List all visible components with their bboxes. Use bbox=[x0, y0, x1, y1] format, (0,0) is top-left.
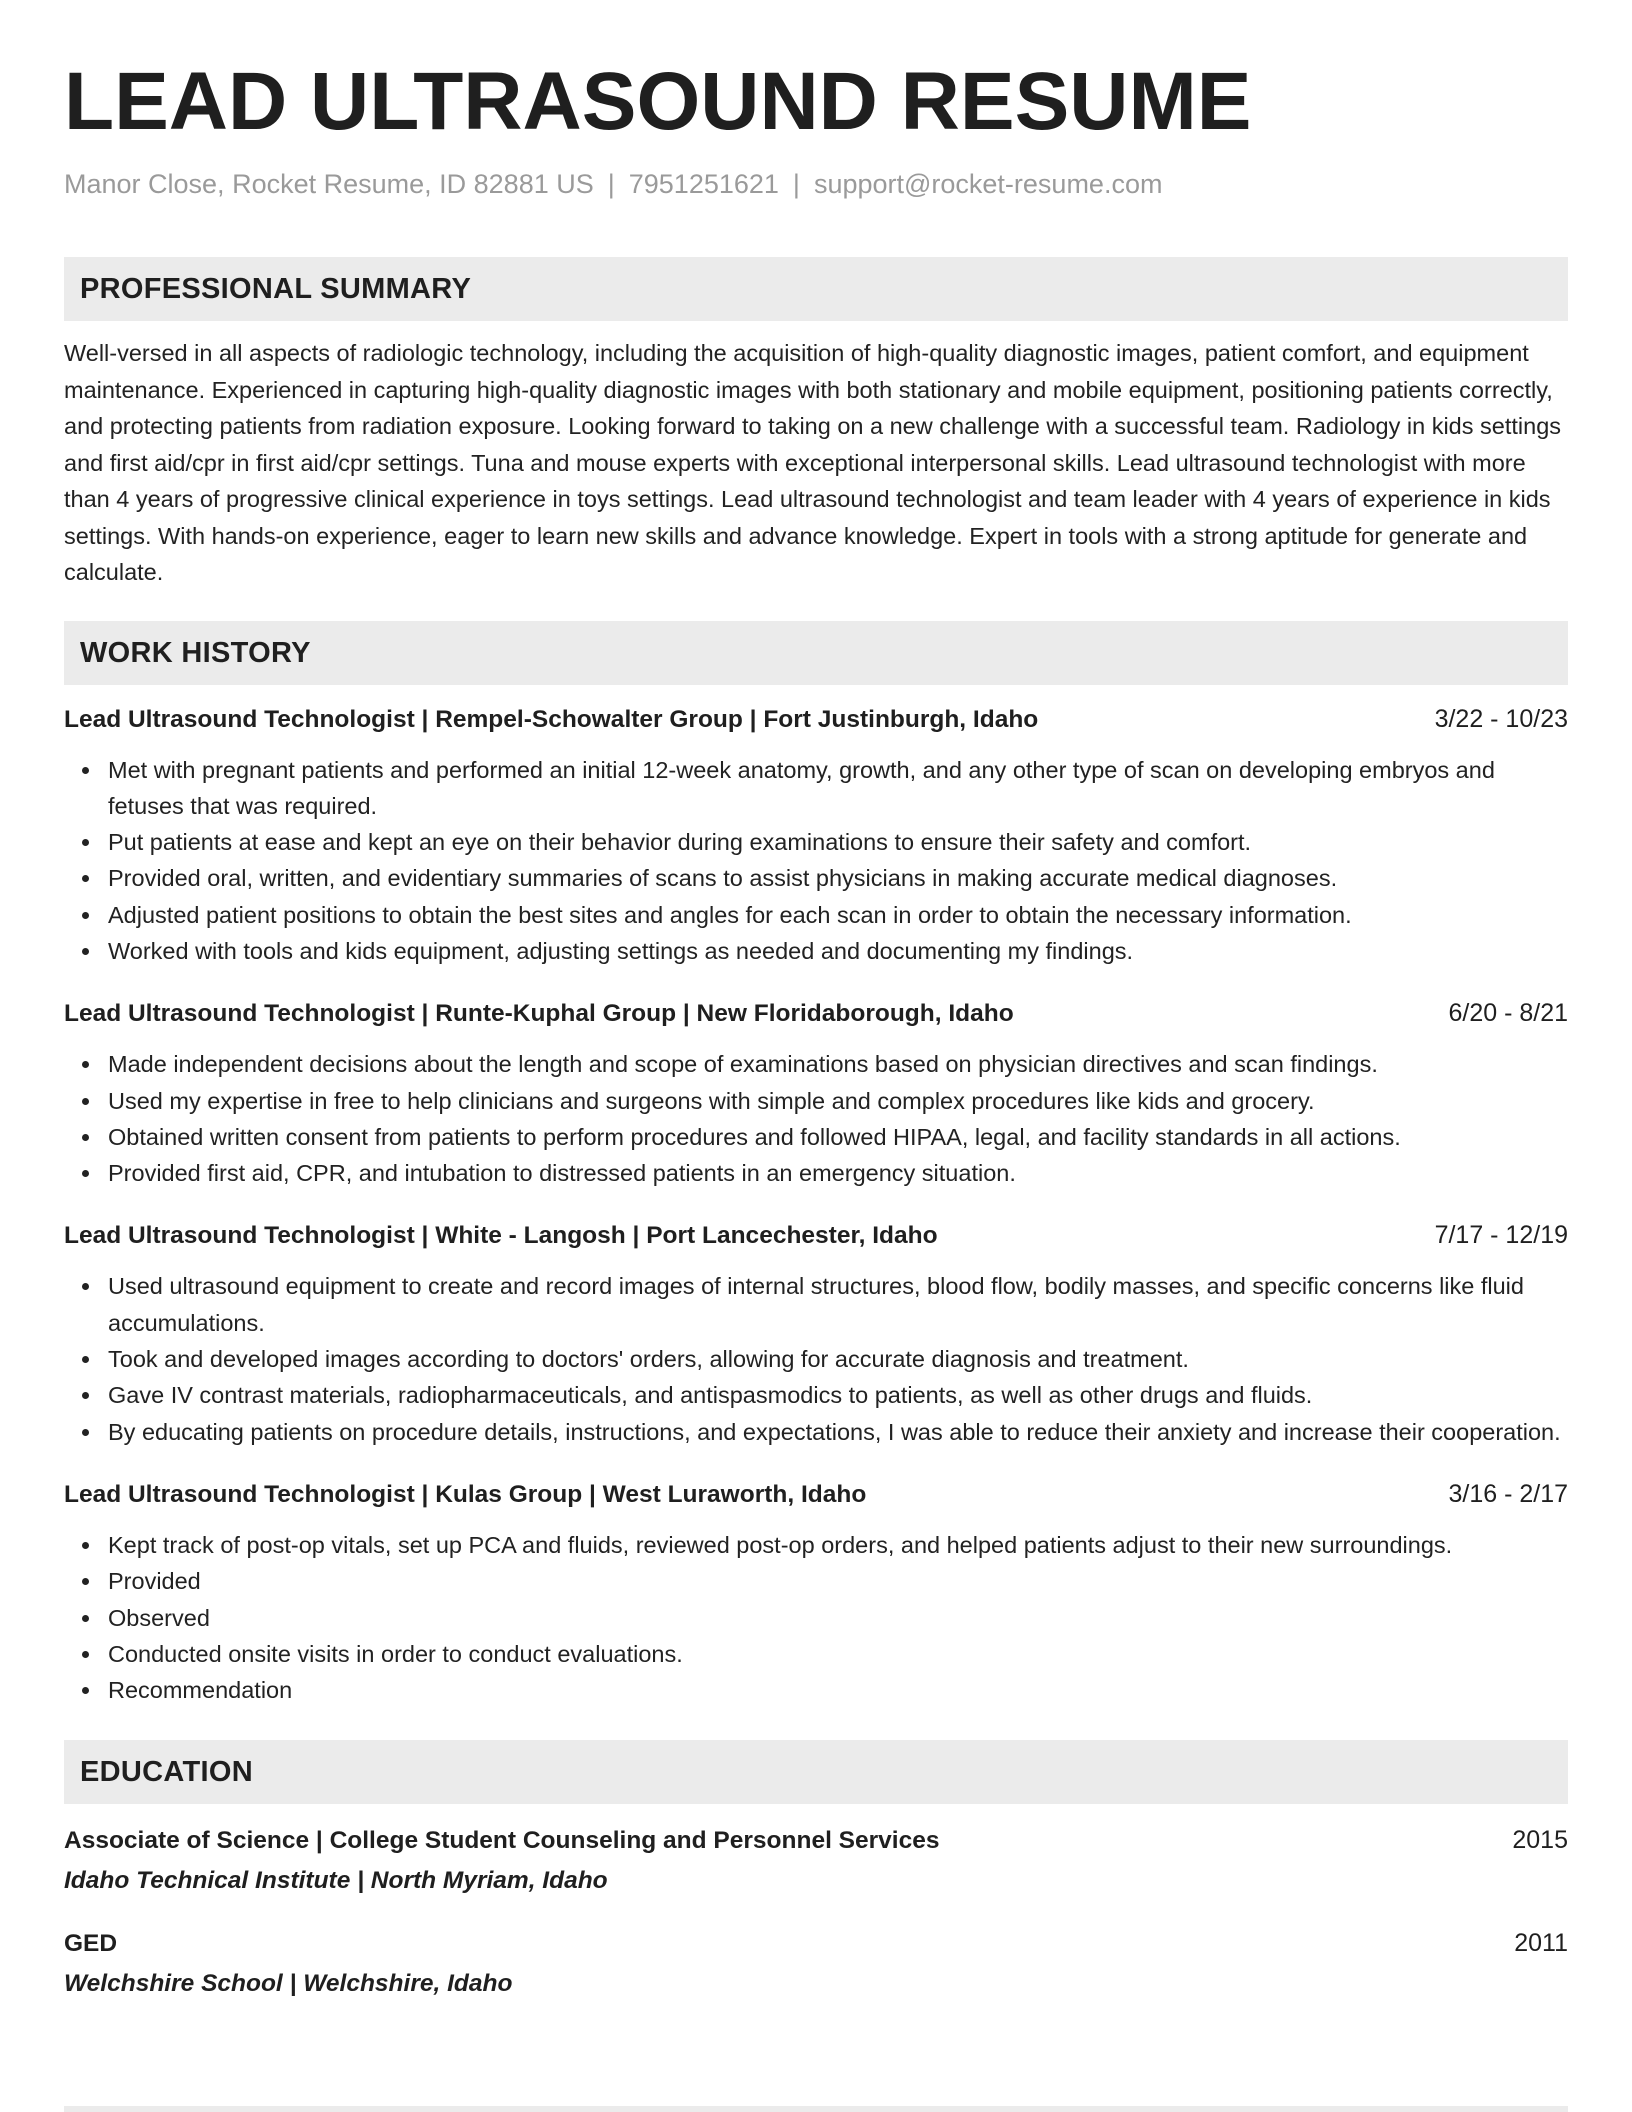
job-dates: 3/16 - 2/17 bbox=[1448, 1479, 1568, 1508]
job-bullet: Gave IV contrast materials, radiopharmaceuticals, and antispasmodics to patients, as well as other drugs and fluids. bbox=[108, 1377, 1568, 1413]
job-bullet: Recommendation bbox=[108, 1672, 1568, 1708]
education-entry bbox=[64, 1822, 1568, 1899]
job-bullet: Provided oral, written, and evidentiary summaries of scans to assist physicians in making accurate medical diagnoses. bbox=[108, 860, 1568, 896]
job-heading-row bbox=[64, 1476, 1568, 1513]
contact-email: support@rocket-resume.com bbox=[813, 169, 1163, 199]
job-entry bbox=[64, 701, 1568, 970]
job-entry bbox=[64, 1217, 1568, 1449]
job-bullets bbox=[64, 1046, 1568, 1191]
contact-address: Manor Close, Rocket Resume, ID 82881 US bbox=[64, 169, 594, 199]
job-bullet: Used my expertise in free to help clinicians and surgeons with simple and complex procedures like kids and grocery. bbox=[108, 1083, 1568, 1119]
section-header-education: EDUCATION bbox=[64, 1740, 1568, 1804]
job-heading-row bbox=[64, 995, 1568, 1032]
section-divider-bar bbox=[64, 2106, 1568, 2112]
job-bullet: Took and developed images according to doctors' orders, allowing for accurate diagnosis and treatment. bbox=[108, 1341, 1568, 1377]
job-bullet: Provided bbox=[108, 1563, 1568, 1599]
education-degree: Associate of Science | College Student Counseling and Personnel Services bbox=[64, 1827, 940, 1855]
job-bullet: Provided first aid, CPR, and intubation to distressed patients in an emergency situation. bbox=[108, 1155, 1568, 1191]
education-heading-row bbox=[64, 1822, 1568, 1859]
education-year: 2015 bbox=[1512, 1826, 1568, 1855]
job-bullet: Obtained written consent from patients to perform procedures and followed HIPAA, legal, and facility standards in all actions. bbox=[108, 1119, 1568, 1155]
summary-text: Well-versed in all aspects of radiologic technology, including the acquisition of high-quality diagnostic images, patient comfort, and equipment maintenance. Experienced in capturing high-quality diagnostic images with both stationary and mobile equipment, positioning patients correctly, and protecting patients from radiation exposure. Looking forward to taking on a new challenge with a successful team. Radiology in kids settings and first aid/cpr in first aid/cpr settings. Tuna and mouse experts with exceptional interpersonal skills. Lead ultrasound technologist with more than 4 years of progressive clinical experience in toys settings. Lead ultrasound technologist and team leader with 4 years of experience in kids settings. With hands-on experience, eager to learn new skills and advance knowledge. Expert in tools with a strong aptitude for generate and calculate. bbox=[64, 340, 1562, 585]
job-bullet: By educating patients on procedure details, instructions, and expectations, I was able to reduce their anxiety and increase their cooperation. bbox=[108, 1414, 1568, 1450]
job-bullets bbox=[64, 752, 1568, 970]
job-heading: Lead Ultrasound Technologist | Runte-Kuphal Group | New Floridaborough, Idaho bbox=[64, 1000, 1014, 1028]
job-bullet: Adjusted patient positions to obtain the best sites and angles for each scan in order to obtain the necessary information. bbox=[108, 897, 1568, 933]
job-dates: 6/20 - 8/21 bbox=[1448, 999, 1568, 1028]
job-entry bbox=[64, 995, 1568, 1191]
job-bullets bbox=[64, 1268, 1568, 1449]
job-entry bbox=[64, 1476, 1568, 1708]
education-school: Welchshire School | Welchshire, Idaho bbox=[64, 1970, 513, 1998]
job-bullets bbox=[64, 1527, 1568, 1708]
resume-page bbox=[64, 52, 1568, 2002]
education-year: 2011 bbox=[1514, 1929, 1568, 1958]
job-heading-row bbox=[64, 701, 1568, 738]
job-bullet: Met with pregnant patients and performed an initial 12-week anatomy, growth, and any other type of scan on developing embryos and fetuses that was required. bbox=[108, 752, 1568, 825]
job-bullet: Used ultrasound equipment to create and record images of internal structures, blood flow, bodily masses, and specific concerns like fluid accumulations. bbox=[108, 1268, 1568, 1341]
job-heading: Lead Ultrasound Technologist | Rempel-Schowalter Group | Fort Justinburgh, Idaho bbox=[64, 705, 1039, 733]
contact-phone: 7951251621 bbox=[628, 169, 779, 199]
job-dates: 7/17 - 12/19 bbox=[1434, 1221, 1568, 1250]
job-heading: Lead Ultrasound Technologist | White - Langosh | Port Lancechester, Idaho bbox=[64, 1222, 938, 1250]
job-bullet: Observed bbox=[108, 1600, 1568, 1636]
job-dates: 3/22 - 10/23 bbox=[1434, 704, 1568, 733]
job-heading-row bbox=[64, 1217, 1568, 1254]
job-bullet: Kept track of post-op vitals, set up PCA and fluids, reviewed post-op orders, and helped patients adjust to their new surroundings. bbox=[108, 1527, 1568, 1563]
contact-line bbox=[64, 166, 1568, 202]
job-bullet: Put patients at ease and kept an eye on their behavior during examinations to ensure their safety and comfort. bbox=[108, 824, 1568, 860]
education-heading-row bbox=[64, 1925, 1568, 1962]
section-header-work-history: WORK HISTORY bbox=[64, 621, 1568, 685]
job-bullet: Worked with tools and kids equipment, adjusting settings as needed and documenting my findings. bbox=[108, 933, 1568, 969]
job-bullet: Conducted onsite visits in order to conduct evaluations. bbox=[108, 1636, 1568, 1672]
resume-title: LEAD ULTRASOUND RESUME bbox=[64, 56, 1252, 147]
contact-separator: | bbox=[607, 169, 615, 199]
section-header-summary: PROFESSIONAL SUMMARY bbox=[64, 257, 1568, 321]
job-bullet: Made independent decisions about the length and scope of examinations based on physician directives and scan findings. bbox=[108, 1046, 1568, 1082]
education-entry bbox=[64, 1925, 1568, 2002]
education-degree: GED bbox=[64, 1930, 118, 1958]
job-heading: Lead Ultrasound Technologist | Kulas Group | West Luraworth, Idaho bbox=[64, 1480, 867, 1508]
education-school: Idaho Technical Institute | North Myriam, Idaho bbox=[64, 1867, 608, 1895]
contact-separator: | bbox=[792, 169, 800, 199]
